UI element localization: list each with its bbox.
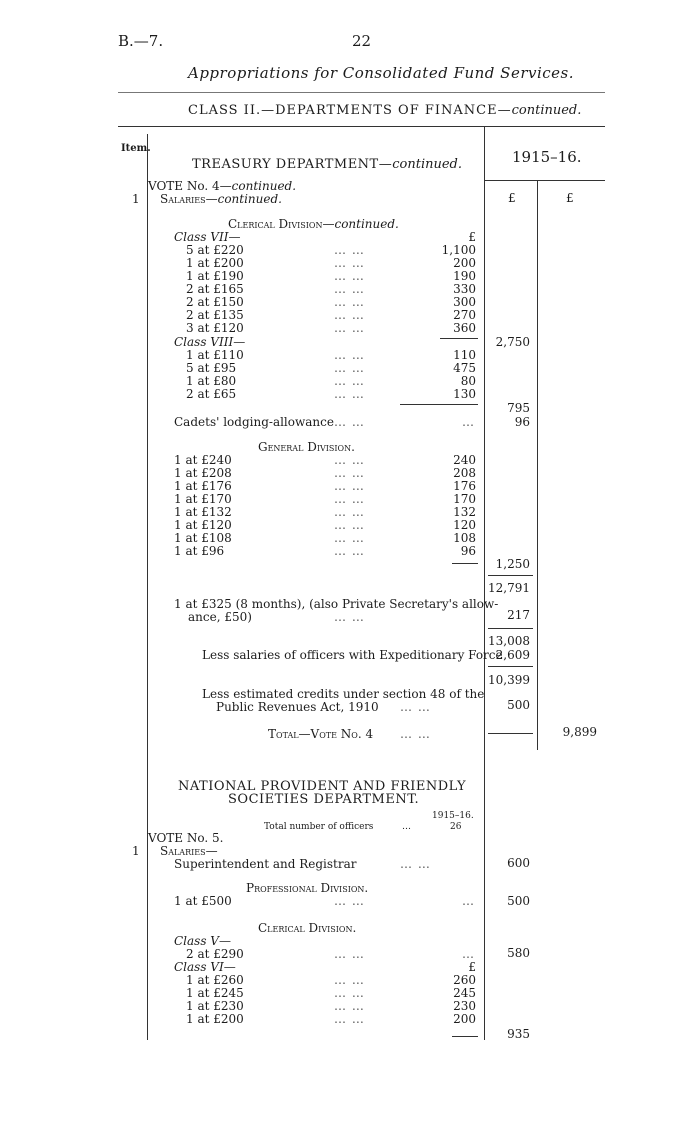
row-value: 96 — [460, 544, 476, 558]
class-vi-sum-rule — [452, 1036, 478, 1037]
professional-row-label: 1 at £500 — [174, 894, 232, 908]
class-v-label: Class V— — [174, 934, 231, 948]
row-value: 190 — [453, 269, 476, 283]
credits-line-2: Public Revenues Act, 1910 — [216, 700, 379, 714]
officers-label: Total number of officers — [264, 822, 374, 832]
row-label: 1 at £200 — [186, 256, 244, 270]
item-number: 1 — [132, 844, 140, 858]
row-value: 208 — [453, 466, 476, 480]
leader-dots: … — [402, 822, 411, 832]
salaries-label: Salaries— — [160, 844, 218, 858]
leader-dots: … … — [334, 453, 365, 467]
professional-division-heading: Professional Division. — [246, 881, 369, 895]
superintendent-value: 600 — [507, 856, 530, 870]
class-v-value: 580 — [507, 946, 530, 960]
leader-dots: … … — [334, 986, 365, 1000]
general-division-heading: General Division. — [258, 440, 355, 454]
class-vi-label: Class VI— — [174, 960, 236, 974]
header-rule — [118, 92, 605, 93]
year-header-rule — [484, 180, 605, 181]
leader-dots: … … — [334, 1012, 365, 1026]
row-label: 1 at £240 — [174, 453, 232, 467]
leader-dots: … … — [334, 973, 365, 987]
row-value: 330 — [453, 282, 476, 296]
expeditionary-value: 2,609 — [495, 648, 530, 662]
class-vii-total: 2,750 — [495, 335, 530, 349]
general-sum-rule — [452, 563, 478, 564]
leader-dots: … … — [334, 479, 365, 493]
subtotal-rule — [488, 666, 533, 667]
leader-dots: … … — [334, 544, 365, 558]
vote-5-label: VOTE No. 5. — [148, 831, 224, 845]
class-viii-total: 795 — [507, 401, 530, 415]
row-value: 245 — [453, 986, 476, 1000]
item-column-header: Item. — [121, 143, 151, 154]
row-value: 240 — [453, 453, 476, 467]
leader-dots: … … — [334, 531, 365, 545]
table-top-rule — [118, 126, 605, 127]
leader-dots: … … — [400, 857, 431, 871]
class-v-row-label: 2 at £290 — [186, 947, 244, 961]
row-value: 475 — [453, 361, 476, 375]
row-value: 300 — [453, 295, 476, 309]
row-label: 1 at £208 — [174, 466, 232, 480]
row-label: 2 at £65 — [186, 387, 237, 401]
leader-dots: … … — [334, 387, 365, 401]
class-heading: CLASS II.—DEPARTMENTS OF FINANCE—continued. — [188, 103, 582, 118]
class-vii-pound: £ — [468, 230, 476, 244]
subtotal-3: 10,399 — [488, 673, 530, 687]
row-label: 1 at £132 — [174, 505, 232, 519]
row-label: 2 at £165 — [186, 282, 244, 296]
salaries-label: Salaries—continued. — [160, 192, 282, 206]
row-label: 3 at £120 — [186, 321, 244, 335]
class-viii-sum-rule — [400, 404, 478, 405]
item-number: 1 — [132, 192, 140, 206]
row-label: 2 at £135 — [186, 308, 244, 322]
total-rule — [488, 733, 533, 734]
vote-4-label: VOTE No. 4—continued. — [148, 179, 297, 193]
row-label: 1 at £110 — [186, 348, 244, 362]
leader-dots: … … — [334, 308, 365, 322]
provident-heading-1: NATIONAL PROVIDENT AND FRIENDLY — [178, 779, 467, 794]
row-label: 1 at £260 — [186, 973, 244, 987]
class-vii-label: Class VII— — [174, 230, 241, 244]
subtotal-2: 13,008 — [488, 634, 530, 648]
leader-dots: … … — [334, 466, 365, 480]
leader-dots: … … — [334, 610, 365, 624]
leader-dots: … … — [334, 374, 365, 388]
row-value: 176 — [453, 479, 476, 493]
row-label: 1 at £190 — [186, 269, 244, 283]
leader-dots: … — [462, 894, 475, 908]
expeditionary-label: Less salaries of officers with Expeditionary Force — [202, 648, 503, 662]
row-label: 1 at £170 — [174, 492, 232, 506]
leader-dots: … — [462, 415, 475, 429]
row-label: 5 at £95 — [186, 361, 237, 375]
row-value: 110 — [453, 348, 476, 362]
professional-row-value: 500 — [507, 894, 530, 908]
total-vote-4-value: 9,899 — [562, 725, 597, 739]
row-label: 1 at £200 — [186, 1012, 244, 1026]
leader-dots: … … — [334, 321, 365, 335]
leader-dots: … — [462, 947, 475, 961]
leader-dots: … … — [334, 894, 365, 908]
leader-dots: … … — [334, 947, 365, 961]
class-vi-total: 935 — [507, 1027, 530, 1041]
total-vote-4-label: Total—Vote No. 4 — [268, 727, 374, 741]
subtotal-1: 12,791 — [488, 581, 530, 595]
cadets-label: Cadets' lodging-allowance — [174, 415, 334, 429]
officers-year: 1915–16. — [432, 811, 474, 821]
row-value: 130 — [453, 387, 476, 401]
leader-dots: … … — [334, 361, 365, 375]
row-label: 1 at £230 — [186, 999, 244, 1013]
clerical-division-heading: Clerical Division—continued. — [228, 217, 399, 231]
treasury-heading: TREASURY DEPARTMENT—continued. — [192, 157, 462, 172]
row-value: 108 — [453, 531, 476, 545]
item-column-rule — [147, 134, 148, 1040]
row-label: 2 at £150 — [186, 295, 244, 309]
clerical-division-heading-5: Clerical Division. — [258, 921, 357, 935]
leader-dots: … … — [334, 282, 365, 296]
row-label: 1 at £108 — [174, 531, 232, 545]
leader-dots: … … — [334, 256, 365, 270]
general-total: 1,250 — [495, 557, 530, 571]
row-value: 132 — [453, 505, 476, 519]
credits-value: 500 — [507, 698, 530, 712]
class-vii-sum-rule — [440, 338, 478, 339]
row-value: 1,100 — [441, 243, 476, 257]
row-label: 1 at £80 — [186, 374, 237, 388]
credits-line-1: Less estimated credits under section 48 of the — [202, 687, 485, 701]
row-value: 200 — [453, 1012, 476, 1026]
private-secretary-line-1: 1 at £325 (8 months), (also Private Secretary's allow- — [174, 597, 499, 611]
private-secretary-line-2: ance, £50) — [188, 610, 252, 624]
page-number: 22 — [352, 32, 372, 50]
row-value: 170 — [453, 492, 476, 506]
leader-dots: … … — [334, 518, 365, 532]
row-value: 230 — [453, 999, 476, 1013]
provident-heading-2: SOCIETIES DEPARTMENT. — [228, 792, 420, 807]
leader-dots: … … — [400, 700, 431, 714]
leader-dots: … … — [334, 243, 365, 257]
leader-dots: … … — [334, 269, 365, 283]
superintendent-label: Superintendent and Registrar — [174, 857, 357, 871]
subtotal-rule — [488, 628, 533, 629]
leader-dots: … … — [400, 727, 431, 741]
row-label: 1 at £120 — [174, 518, 232, 532]
year-column-header: 1915–16. — [512, 148, 582, 166]
row-label: 1 at £245 — [186, 986, 244, 1000]
private-secretary-value: 217 — [507, 608, 530, 622]
row-label: 1 at £96 — [174, 544, 225, 558]
leader-dots: … … — [334, 492, 365, 506]
class-vi-pound: £ — [468, 960, 476, 974]
total-column-rule — [537, 180, 538, 750]
class-viii-label: Class VIII— — [174, 335, 246, 349]
row-label: 1 at £176 — [174, 479, 232, 493]
document-reference: B.—7. — [118, 32, 164, 50]
pound-header-1: £ — [508, 191, 516, 205]
row-value: 270 — [453, 308, 476, 322]
leader-dots: … … — [334, 415, 365, 429]
row-label: 5 at £220 — [186, 243, 244, 257]
row-value: 360 — [453, 321, 476, 335]
leader-dots: … … — [334, 505, 365, 519]
cadets-value: 96 — [514, 415, 530, 429]
row-value: 80 — [460, 374, 476, 388]
pound-header-2: £ — [566, 191, 574, 205]
officers-value: 26 — [450, 822, 462, 832]
row-value: 260 — [453, 973, 476, 987]
row-value: 120 — [453, 518, 476, 532]
leader-dots: … … — [334, 348, 365, 362]
row-value: 200 — [453, 256, 476, 270]
subtotal-rule — [488, 575, 533, 576]
leader-dots: … … — [334, 999, 365, 1013]
page-title: Appropriations for Consolidated Fund Services. — [188, 64, 575, 82]
leader-dots: … … — [334, 295, 365, 309]
